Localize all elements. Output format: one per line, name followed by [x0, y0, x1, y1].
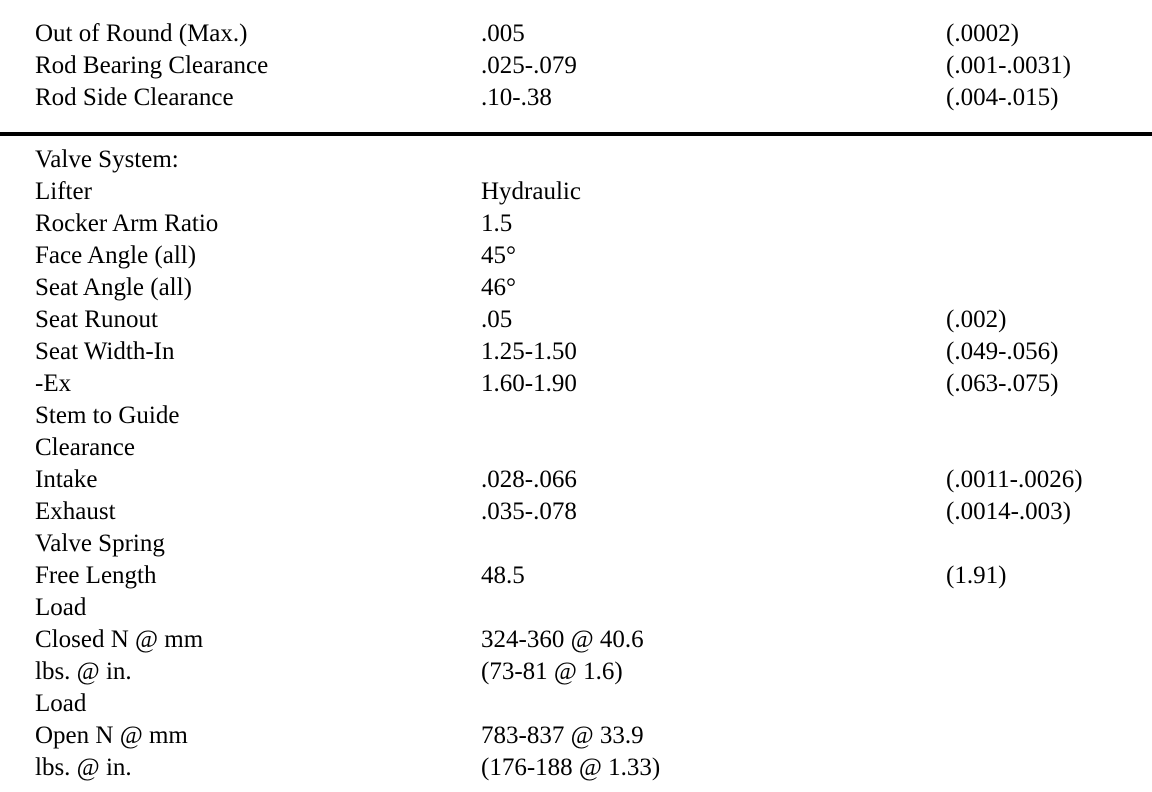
- metric-value: 48.5: [481, 562, 525, 589]
- imperial-value: (.001-.0031): [946, 52, 1071, 79]
- metric-value: 324-360 @ 40.6: [481, 626, 644, 653]
- spec-label: Intake: [35, 466, 98, 493]
- metric-value: .028-.066: [481, 466, 577, 493]
- spec-row: [0, 560, 1152, 592]
- spec-label: Seat Runout: [35, 306, 158, 333]
- spec-row: [0, 208, 1152, 240]
- spec-row: [0, 592, 1152, 624]
- imperial-value: (1.91): [946, 562, 1007, 589]
- spec-row: [0, 464, 1152, 496]
- metric-value: (73-81 @ 1.6): [481, 658, 623, 685]
- spec-label: Face Angle (all): [35, 242, 197, 269]
- spec-label: Stem to Guide: [35, 402, 180, 429]
- spec-label: -Ex: [35, 370, 72, 397]
- metric-value: 783-837 @ 33.9: [481, 722, 644, 749]
- spec-row: [0, 432, 1152, 464]
- spec-label: Out of Round (Max.): [35, 20, 248, 47]
- spec-row: [0, 688, 1152, 720]
- spec-label: Valve System:: [35, 146, 179, 173]
- imperial-value: (.0011-.0026): [946, 466, 1083, 493]
- spec-label: Valve Spring: [35, 530, 165, 557]
- metric-value: .035-.078: [481, 498, 577, 525]
- imperial-value: (.063-.075): [946, 370, 1059, 397]
- spec-row: [0, 144, 1152, 176]
- spec-label: Free Length: [35, 562, 157, 589]
- spec-label: Lifter: [35, 178, 92, 205]
- spec-row: [0, 656, 1152, 688]
- spec-label: lbs. @ in.: [35, 658, 132, 685]
- top-spec-block: [0, 18, 1152, 114]
- spec-row: [0, 496, 1152, 528]
- spec-row: [0, 528, 1152, 560]
- spec-row: [0, 304, 1152, 336]
- spec-row: [0, 240, 1152, 272]
- section-divider: [0, 132, 1152, 136]
- spec-label: lbs. @ in.: [35, 754, 132, 781]
- metric-value: 1.5: [481, 210, 513, 237]
- spec-row: [0, 336, 1152, 368]
- imperial-value: (.049-.056): [946, 338, 1059, 365]
- metric-value: 1.25-1.50: [481, 338, 577, 365]
- metric-value: 46°: [481, 274, 516, 301]
- imperial-value: (.0002): [946, 20, 1019, 47]
- imperial-value: (.0014-.003): [946, 498, 1071, 525]
- imperial-value: (.002): [946, 306, 1007, 333]
- spec-row: [0, 272, 1152, 304]
- spec-row: [0, 82, 1152, 114]
- spec-label: Load: [35, 594, 87, 621]
- spec-label: Clearance: [35, 434, 135, 461]
- spec-row: [0, 18, 1152, 50]
- spec-label: Rod Bearing Clearance: [35, 52, 269, 79]
- spec-label: Seat Width-In: [35, 338, 175, 365]
- imperial-value: (.004-.015): [946, 84, 1059, 111]
- valve-system-block: [0, 144, 1152, 784]
- spec-row: [0, 624, 1152, 656]
- metric-value: .05: [481, 306, 513, 333]
- spec-row: [0, 50, 1152, 82]
- spec-row: [0, 720, 1152, 752]
- spec-label: Closed N @ mm: [35, 626, 204, 653]
- spec-row: [0, 368, 1152, 400]
- spec-label: Open N @ mm: [35, 722, 188, 749]
- spec-label: Exhaust: [35, 498, 116, 525]
- spec-row: [0, 400, 1152, 432]
- metric-value: 1.60-1.90: [481, 370, 577, 397]
- spec-row: [0, 176, 1152, 208]
- spec-label: Load: [35, 690, 87, 717]
- metric-value: .025-.079: [481, 52, 577, 79]
- metric-value: .005: [481, 20, 525, 47]
- metric-value: Hydraulic: [481, 178, 581, 205]
- metric-value: .10-.38: [481, 84, 552, 111]
- spec-row: [0, 752, 1152, 784]
- spec-label: Rocker Arm Ratio: [35, 210, 219, 237]
- metric-value: (176-188 @ 1.33): [481, 754, 661, 781]
- metric-value: 45°: [481, 242, 516, 269]
- spec-label: Rod Side Clearance: [35, 84, 234, 111]
- spec-label: Seat Angle (all): [35, 274, 192, 301]
